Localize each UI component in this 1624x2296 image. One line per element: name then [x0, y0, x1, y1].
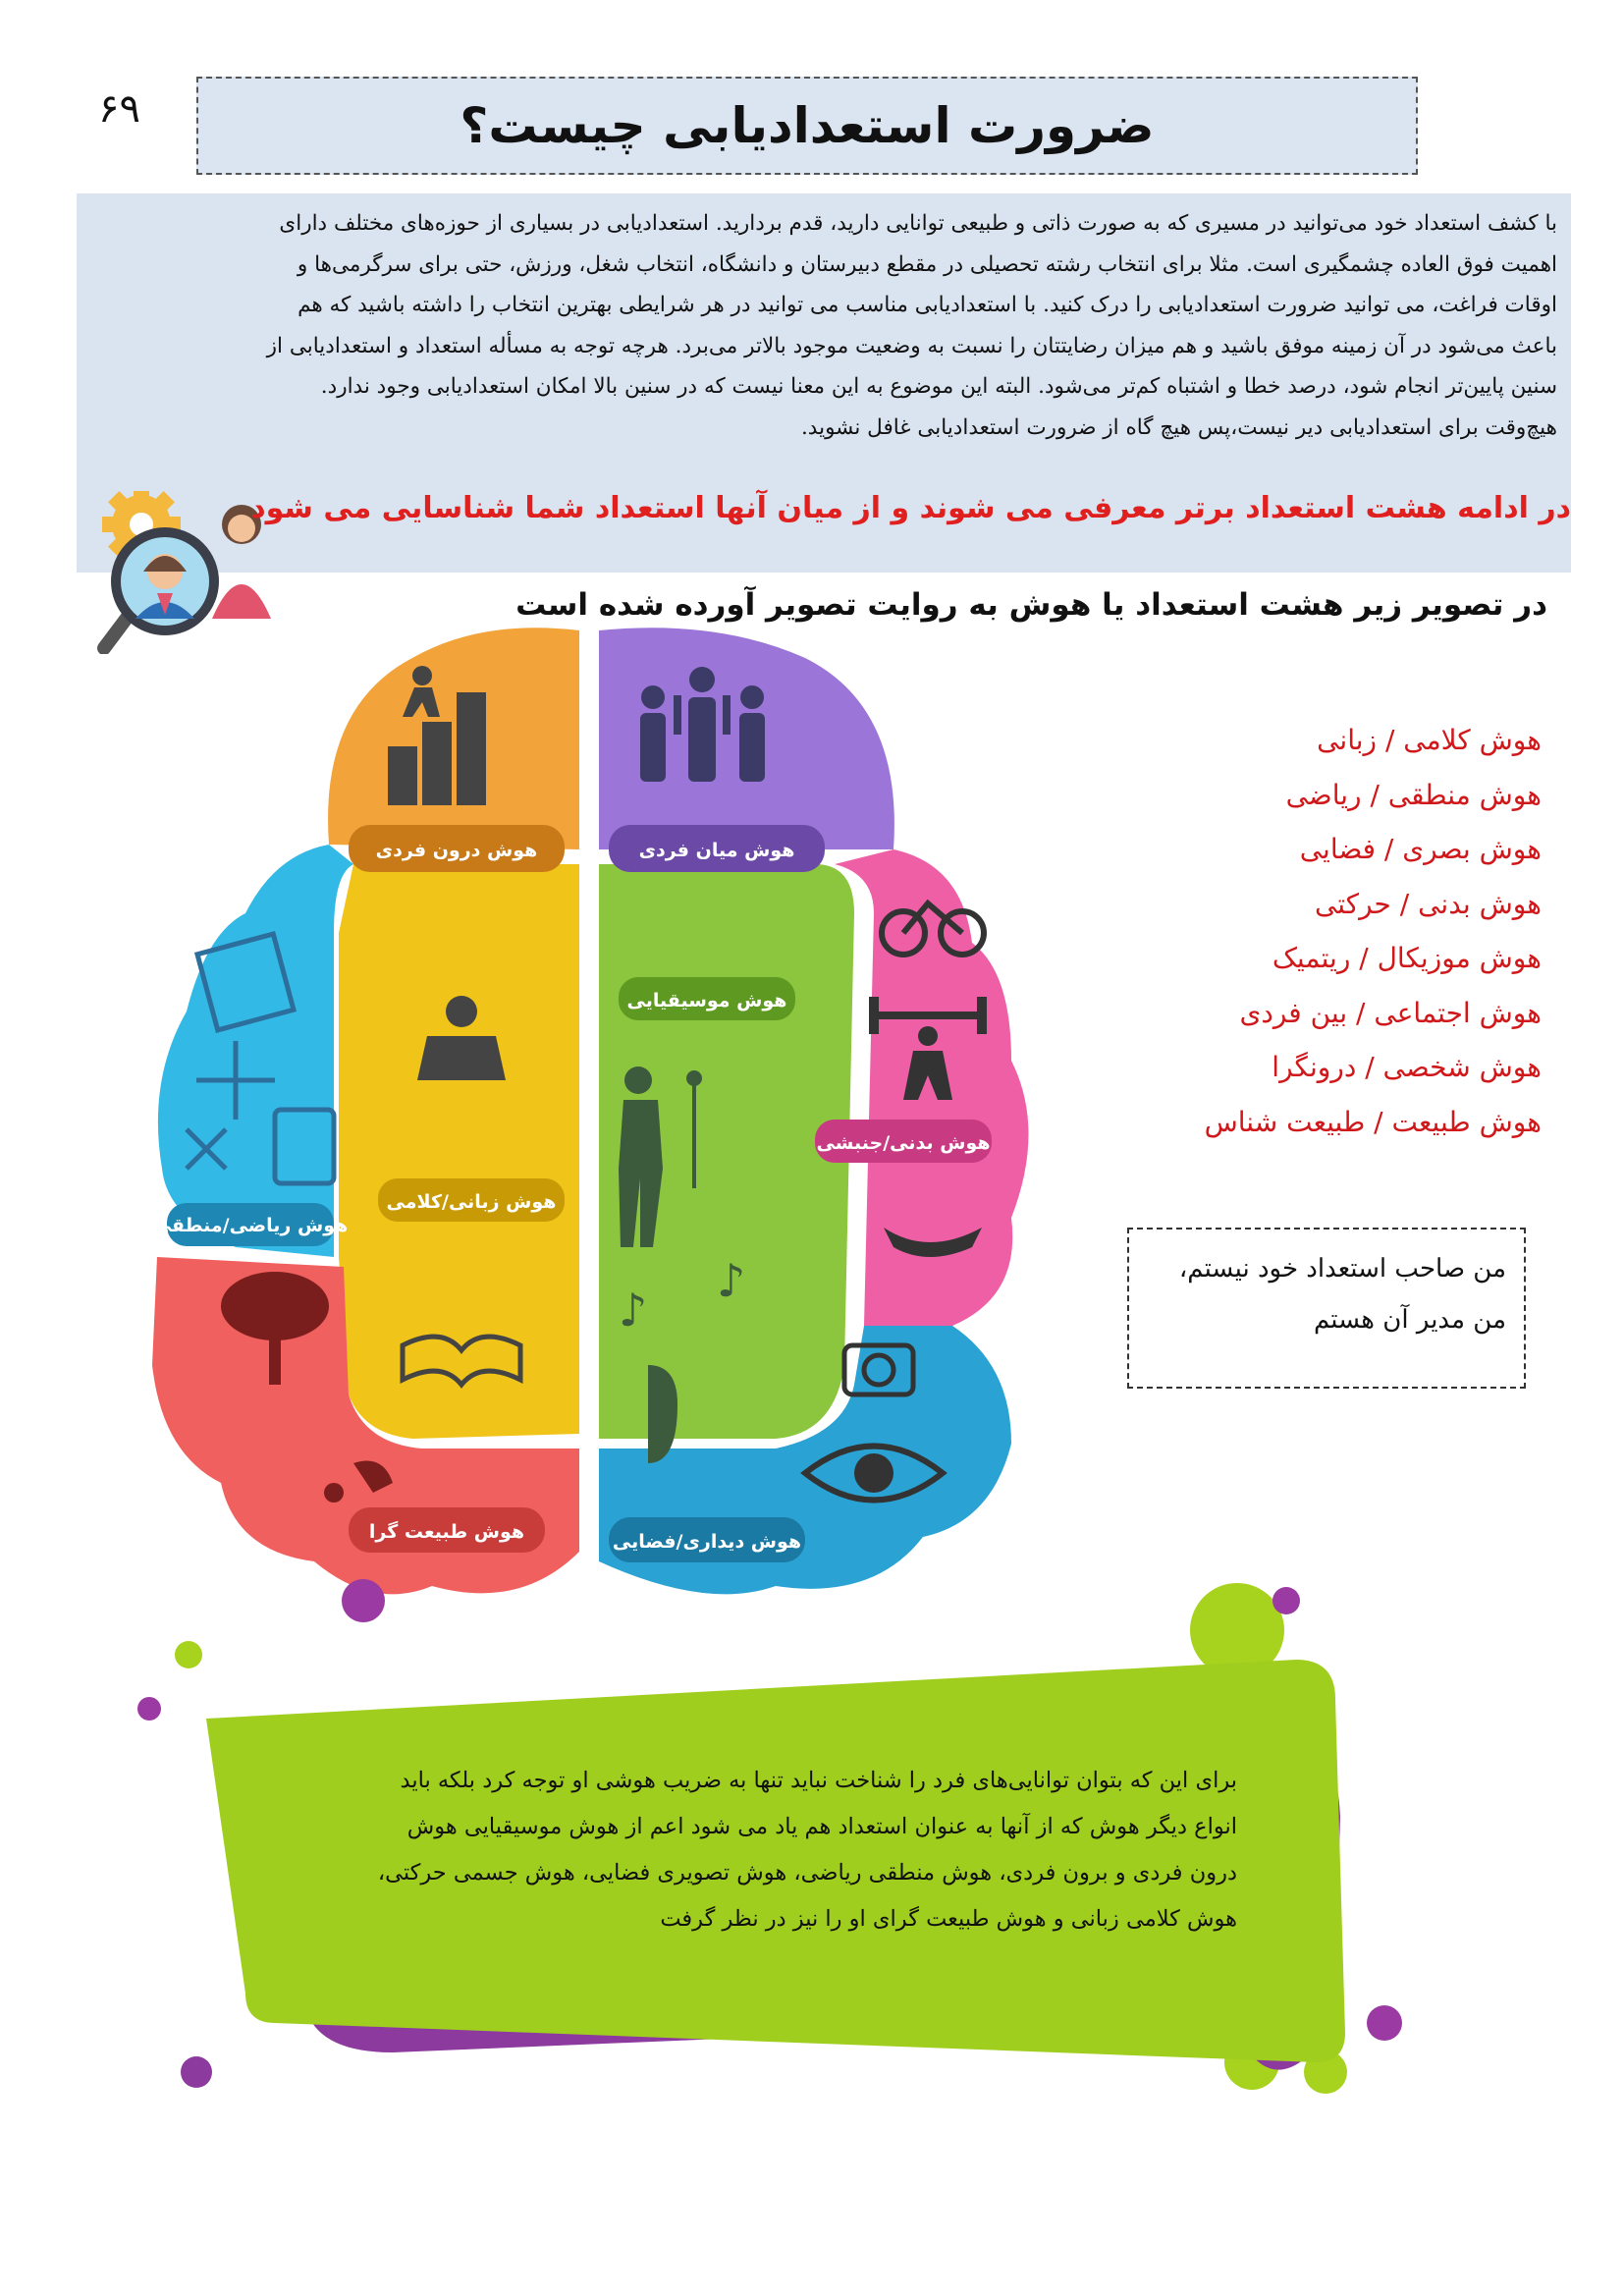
- list-item: هوش شخصی / درونگرا: [1272, 1051, 1542, 1083]
- quote-box: [1127, 1228, 1526, 1389]
- svg-text:هوش طبیعت گرا: هوش طبیعت گرا: [368, 1521, 525, 1543]
- svg-text:هوش ریاضی/منطقی: هوش ریاضی/منطقی: [152, 1215, 349, 1236]
- list-item: هوش بصری / فضایی: [1299, 833, 1542, 865]
- svg-text:♪: ♪: [717, 1254, 746, 1307]
- svg-text:هوش میان فردی: هوش میان فردی: [638, 840, 795, 861]
- svg-text:♪: ♪: [619, 1284, 648, 1337]
- intelligence-list: [1129, 713, 1542, 1149]
- green-line: هوش کلامی زبانی و هوش طبیعت گرای او را نیز در نظر گرفت: [660, 1906, 1237, 1932]
- list-item: هوش اجتماعی / بین فردی: [1239, 996, 1542, 1029]
- intro-line: اهمیت فوق العاده چشمگیری است. مثلا برای انتخاب رشته تحصیلی در مقطع دبیرستان و دانشگاه، انتخاب شغل، ورزش، حتی برای سرگرمی‌ها و: [297, 251, 1557, 277]
- page-number: ۶۹: [98, 86, 140, 132]
- label-verbal: [378, 1178, 565, 1222]
- intro-line: هیچ‌وقت برای استعدادیابی دیر نیست،پس هیچ گاه از ضرورت استعدادیابی غافل نشوید.: [800, 414, 1557, 440]
- section-subtitle: در تصویر زیر هشت استعداد یا هوش به روایت تصویر آورده شده است: [515, 587, 1547, 623]
- list-item: هوش کلامی / زبانی: [1317, 724, 1542, 756]
- label-bodily: [815, 1120, 992, 1163]
- brain-segment-intrapersonal: [328, 628, 579, 849]
- highlight-statement: در ادامه هشت استعداد برتر معرفی می شوند و از میان آنها استعداد شما شناسایی می شود: [250, 491, 1571, 525]
- svg-text:هوش زبانی/کلامی: هوش زبانی/کلامی: [386, 1191, 557, 1213]
- label-nature: [349, 1507, 545, 1553]
- green-line: انواع دیگر هوش که از آنها به عنوان استعداد هم یاد می شود اعم از هوش موسیقیایی هوش: [406, 1814, 1237, 1839]
- brain-segment-math: [158, 845, 353, 1257]
- list-item: هوش موزیکال / ریتمیک: [1272, 942, 1542, 974]
- label-math: [153, 1203, 349, 1246]
- svg-text:هوش بدنی/جنبشی: هوش بدنی/جنبشی: [816, 1132, 991, 1154]
- list-item: هوش منطقی / ریاضی: [1285, 778, 1542, 811]
- green-line: برای این که بتوان توانایی‌های فرد را شناخت نباید تنها به ضریب هوشی او توجه کرد بلکه باید: [400, 1768, 1237, 1793]
- intro-line: با کشف استعداد خود می‌توانید در مسیری که به صورت ذاتی و طبیعی توانایی دارید، قدم بردارید. استعدادیابی در بسیاری از حوزه‌های مختلف دارای: [279, 211, 1557, 236]
- intro-line: سنین پایین‌تر انجام شود، درصد خطا و اشتباه کم‌تر می‌شود. البته این موضوع به این معنا نیست که در سنین بالا امکان استعدادیابی وجود ندارد.: [320, 374, 1557, 399]
- brain-infographic: [128, 619, 1070, 1620]
- quote-line: من مدیر آن هستم: [1313, 1305, 1506, 1335]
- label-spatial: [609, 1517, 805, 1562]
- svg-text:هوش دیداری/فضایی: هوش دیداری/فضایی: [612, 1531, 802, 1553]
- list-item: هوش طبیعت / طبیعت شناس: [1204, 1105, 1542, 1138]
- green-box-text: [295, 1758, 1237, 1942]
- svg-text:هوش موسیقیایی: هوش موسیقیایی: [626, 990, 787, 1011]
- label-interpersonal: [609, 825, 825, 872]
- intro-line: باعث می‌شود در آن زمینه موفق باشید و هم میزان رضایتتان را نسبت به وضعیت موجود بالاتر می‌برد. هرچه توجه به مسأله استعداد و استعدادیابی از: [266, 333, 1557, 358]
- title-box: [196, 77, 1418, 175]
- intro-line: اوقات فراغت، می توانید ضرورت استعدادیابی را درک کنید. با استعدادیابی مناسب می توانید در هر شرایطی بهترین انتخاب را داشته باشید که هم: [298, 293, 1557, 317]
- label-intrapersonal: [349, 825, 565, 872]
- green-line: درون فردی و برون فردی، هوش منطقی ریاضی، هوش تصویری فضایی، هوش جسمی حرکتی،: [377, 1860, 1237, 1886]
- page-title: ضرورت استعدادیابی چیست؟: [460, 97, 1155, 154]
- label-music: [619, 977, 795, 1020]
- svg-text:هوش درون فردی: هوش درون فردی: [375, 840, 538, 861]
- quote-line: من صاحب استعداد خود نیستم،: [1178, 1254, 1506, 1284]
- brain-segment-verbal: [339, 864, 579, 1439]
- list-item: هوش بدنی / حرکتی: [1314, 887, 1542, 920]
